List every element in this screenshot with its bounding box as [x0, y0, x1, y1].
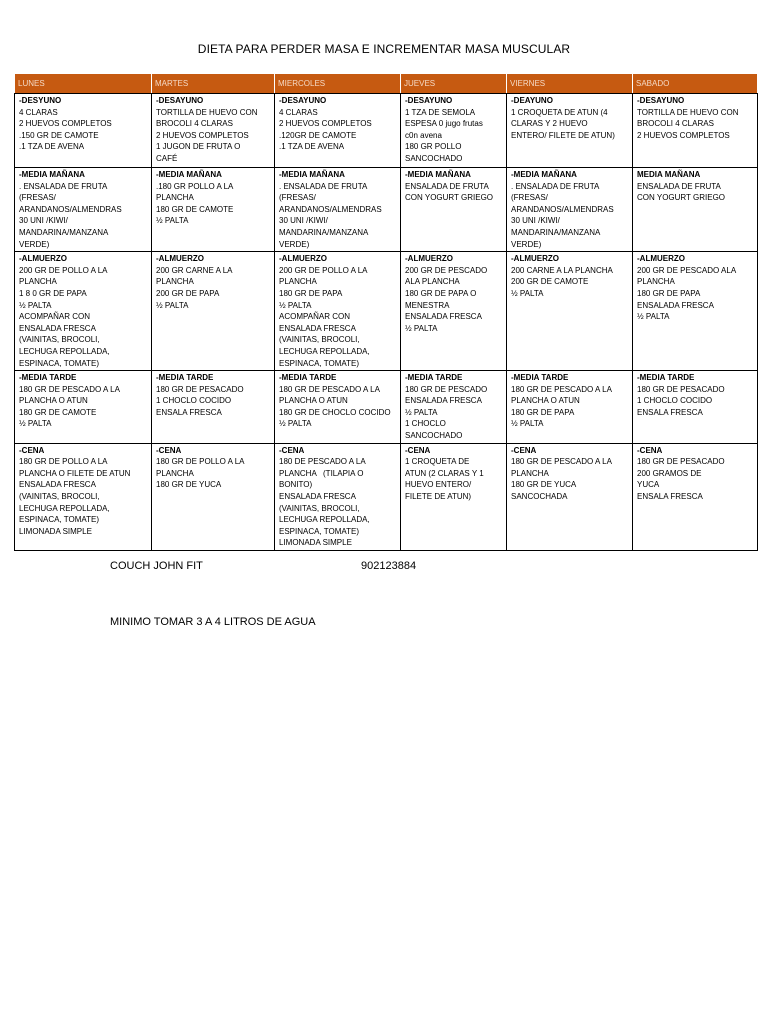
meal-item: 200 CARNE A LA PLANCHA	[511, 265, 613, 275]
meal-label: -ALMUERZO	[279, 254, 327, 264]
meal-item: (FRESAS/	[19, 193, 56, 203]
meal-item: 1 8 0 GR DE PAPA	[19, 288, 87, 298]
meal-cell-lunes-cena	[15, 443, 152, 550]
meal-label: -MEDIA MAÑANA	[19, 170, 85, 179]
meal-item: PLANCHA O FILETE DE ATUN	[19, 468, 131, 478]
meal-cell-miercoles-media-manana	[275, 168, 401, 252]
day-header-row	[15, 74, 758, 94]
meal-cell-sabado-media-manana	[633, 168, 758, 252]
meal-cell-jueves-almuerzo	[401, 252, 507, 371]
meal-item: ½ PALTA	[511, 419, 544, 429]
meal-item: ESPESA 0 jugo frutas	[405, 119, 483, 129]
meal-cell-sabado-cena	[633, 443, 758, 550]
day-header-jueves: JUEVES	[401, 74, 507, 94]
meal-item: 2 HUEVOS COMPLETOS	[156, 130, 249, 140]
meal-item: 2 HUEVOS COMPLETOS	[19, 119, 112, 129]
meal-item: ACOMPAÑAR CON	[279, 312, 350, 322]
meal-label: -DESYUNO	[19, 96, 62, 105]
meal-item: YUCA	[637, 480, 660, 490]
meal-item: PLANCHA	[156, 277, 194, 287]
meal-item: 180 GR DE CHOCLO COCIDO	[279, 407, 391, 417]
meal-item: PLANCHA	[279, 277, 317, 287]
meal-item: MANDARINA/MANZANA	[19, 227, 109, 237]
meal-item: PLANCHA O ATUN	[511, 396, 580, 406]
meal-item: PLANCHA	[637, 277, 675, 287]
meal-item: . ENSALADA DE FRUTA	[511, 181, 600, 191]
meal-item: 1 CROQUETA DE	[405, 457, 470, 467]
meal-item: TORTILLA DE HUEVO CON	[156, 107, 258, 117]
meal-item: SANCOCHADO	[405, 153, 463, 163]
meal-item: ½ PALTA	[405, 407, 438, 417]
meal-label: -MEDIA TARDE	[405, 373, 463, 383]
meal-item: 180 GR DE POLLO A LA	[19, 457, 108, 467]
meal-item: ENSALADA DE FRUTA	[405, 181, 489, 191]
meal-item: ENSALA FRESCA	[637, 492, 703, 502]
meal-item: (VAINITAS, BROCOLI,	[19, 492, 100, 502]
meal-cell-sabado-almuerzo	[633, 252, 758, 371]
meal-item: MANDARINA/MANZANA	[511, 227, 601, 237]
meal-label: -DESAYUNO	[156, 96, 204, 105]
meal-label: -DESAYUNO	[279, 96, 327, 105]
meal-cell-jueves-cena	[401, 443, 507, 550]
meal-item: ENSALADA FRESCA	[279, 492, 356, 502]
meal-item: BROCOLI 4 CLARAS	[637, 119, 714, 129]
meal-item: 30 UNI /KIWI/	[511, 216, 560, 226]
meal-row-cena	[15, 443, 758, 550]
meal-row-desayuno	[15, 94, 758, 168]
meal-item: LIMONADA SIMPLE	[19, 526, 92, 536]
meal-item: 180 GR DE YUCA	[156, 480, 222, 490]
meal-item: FILETE DE ATUN)	[405, 492, 472, 502]
meal-item: (VAINITAS, BROCOLI,	[279, 335, 360, 345]
meal-item: (VAINITAS, BROCOLI,	[279, 503, 360, 513]
day-header-lunes: LUNES	[15, 74, 152, 94]
meal-label: -ALMUERZO	[637, 254, 685, 264]
meal-item: VERDE)	[511, 239, 542, 249]
meal-cell-viernes-media-tarde	[507, 371, 633, 444]
meal-item: ENSALADA FRESCA	[19, 323, 96, 333]
meal-item: .1 TZA DE AVENA	[19, 142, 85, 152]
meal-label: -ALMUERZO	[156, 254, 204, 264]
meal-item: 2 HUEVOS COMPLETOS	[637, 130, 730, 140]
meal-label: -CENA	[19, 445, 45, 455]
meal-item: (VAINITAS, BROCOLI,	[19, 335, 100, 345]
meal-item: ARANDANOS/ALMENDRAS	[511, 204, 614, 214]
meal-label: -MEDIA TARDE	[511, 373, 569, 383]
meal-item: 180 GR DE POLLO A LA	[156, 457, 245, 467]
meal-item: 180 GR DE PESCADO A LA	[511, 384, 612, 394]
meal-cell-lunes-media-tarde	[15, 371, 152, 444]
meal-item: .180 GR POLLO A LA	[156, 181, 234, 191]
meal-label: -DEAYUNO	[511, 96, 553, 105]
meal-item: ENSALADA FRESCA	[405, 396, 482, 406]
meal-item: ½ PALTA	[279, 300, 312, 310]
meal-item: ½ PALTA	[156, 216, 189, 226]
day-header-martes: MARTES	[152, 74, 275, 94]
meal-cell-jueves-media-tarde	[401, 371, 507, 444]
meal-label: -MEDIA TARDE	[156, 373, 214, 383]
meal-label: -MEDIA MAÑANA	[511, 170, 577, 179]
meal-cell-martes-media-manana	[152, 168, 275, 252]
meal-item: 180 GR DE PESCADO A LA	[279, 384, 380, 394]
meal-cell-viernes-cena	[507, 443, 633, 550]
meal-item: 180 GR DE PAPA	[279, 288, 343, 298]
meal-item: ENSALA FRESCA	[156, 407, 222, 417]
meal-label: -CENA	[279, 445, 305, 455]
meal-item: BONITO)	[279, 480, 313, 490]
meal-cell-sabado-desayuno	[633, 94, 758, 168]
meal-item: ENSALADA FRESCA	[405, 312, 482, 322]
meal-label: -ALMUERZO	[405, 254, 453, 264]
meal-item: LECHUGA REPOLLADA,	[279, 515, 370, 525]
meal-item: MENESTRA	[405, 300, 450, 310]
meal-item: .1 TZA DE AVENA	[279, 142, 345, 152]
coach-name: COUCH JOHN FIT	[110, 560, 203, 572]
meal-item: ESPINACA, TOMATE)	[279, 526, 360, 536]
meal-item: (FRESAS/	[511, 193, 548, 203]
meal-item: SANCOCHADO	[405, 431, 463, 441]
meal-item: 200 GR CARNE A LA	[156, 265, 233, 275]
meal-item: HUEVO ENTERO/	[405, 480, 472, 490]
meal-item: ½ PALTA	[156, 300, 189, 310]
meal-row-almuerzo	[15, 252, 758, 371]
page-title: DIETA PARA PERDER MASA E INCREMENTAR MASA MUSCULAR	[197, 42, 571, 56]
meal-item: 180 DE PESCADO A LA	[279, 457, 366, 467]
meal-item: ½ PALTA	[511, 288, 544, 298]
meal-cell-lunes-almuerzo	[15, 252, 152, 371]
meal-item: VERDE)	[279, 239, 310, 249]
meal-label: -MEDIA MAÑANA	[279, 170, 345, 179]
water-note: MINIMO TOMAR 3 A 4 LITROS DE AGUA	[110, 616, 316, 628]
meal-item: 180 GR DE PESCADO	[405, 384, 488, 394]
meal-item: SANCOCHADA	[511, 492, 568, 502]
meal-item: PLANCHA	[19, 277, 57, 287]
meal-cell-miercoles-cena	[275, 443, 401, 550]
meal-item: ENSALADA FRESCA	[279, 323, 356, 333]
meal-cell-miercoles-desayuno	[275, 94, 401, 168]
meal-item: ½ PALTA	[19, 419, 52, 429]
meal-cell-jueves-media-manana	[401, 168, 507, 252]
meal-item: ½ PALTA	[637, 312, 670, 322]
meal-cell-miercoles-media-tarde	[275, 371, 401, 444]
meal-label: -ALMUERZO	[19, 254, 67, 264]
meal-item: LECHUGA REPOLLADA,	[19, 346, 110, 356]
meal-item: (FRESAS/	[279, 193, 316, 203]
meal-label: -CENA	[511, 445, 537, 455]
meal-item: 180 GR DE PESCADO A LA	[511, 457, 612, 467]
meal-item: 30 UNI /KIWI/	[19, 216, 68, 226]
meal-row-media-tarde	[15, 371, 758, 444]
meal-cell-sabado-media-tarde	[633, 371, 758, 444]
meal-cell-martes-desayuno	[152, 94, 275, 168]
meal-item: 1 TZA DE SEMOLA	[405, 107, 476, 117]
meal-label: -MEDIA TARDE	[637, 373, 695, 383]
meal-item: 180 GR DE PAPA O	[405, 288, 477, 298]
meal-item: ESPINACA, TOMATE)	[19, 358, 100, 368]
meal-item: CON YOGURT GRIEGO	[637, 193, 726, 203]
meal-item: LIMONADA SIMPLE	[279, 538, 352, 548]
meal-cell-martes-media-tarde	[152, 371, 275, 444]
meal-item: . ENSALADA DE FRUTA	[19, 181, 108, 191]
meal-item: 180 GR DE PESACADO	[637, 384, 725, 394]
meal-item: 180 GR DE PESCADO A LA	[19, 384, 120, 394]
meal-item: 30 UNI /KIWI/	[279, 216, 328, 226]
meal-item: PLANCHA O ATUN	[279, 396, 348, 406]
meal-label: -MEDIA TARDE	[19, 373, 77, 383]
meal-label: -CENA	[637, 445, 663, 455]
meal-item: 1 CHOCLO	[405, 419, 446, 429]
meal-item: ACOMPAÑAR CON	[19, 312, 90, 322]
meal-item: ARANDANOS/ALMENDRAS	[279, 204, 382, 214]
meal-item: 1 CROQUETA DE ATUN (4	[511, 107, 608, 117]
meal-item: 180 GR DE CAMOTE	[19, 407, 97, 417]
meal-item: 200 GRAMOS DE	[637, 468, 702, 478]
meal-item: 200 GR DE CAMOTE	[511, 277, 589, 287]
meal-item: PLANCHA	[156, 193, 194, 203]
meal-item: CLARAS Y 2 HUEVO	[511, 119, 588, 129]
meal-cell-martes-almuerzo	[152, 252, 275, 371]
diet-table	[14, 73, 758, 551]
meal-item: ATUN (2 CLARAS Y 1	[405, 468, 484, 478]
meal-item: 180 GR DE PAPA	[511, 407, 575, 417]
meal-label: -CENA	[405, 445, 431, 455]
meal-item: ENSALADA FRESCA	[19, 480, 96, 490]
meal-item: .150 GR DE CAMOTE	[19, 130, 99, 140]
meal-label: MEDIA MAÑANA	[637, 170, 701, 179]
meal-item: TORTILLA DE HUEVO CON	[637, 107, 739, 117]
meal-label: -MEDIA TARDE	[279, 373, 337, 383]
meal-item: MANDARINA/MANZANA	[279, 227, 369, 237]
day-header-viernes: VIERNES	[507, 74, 633, 94]
meal-cell-martes-cena	[152, 443, 275, 550]
meal-item: ENSALADA FRESCA	[637, 300, 714, 310]
day-header-miercoles: MIERCOLES	[275, 74, 401, 94]
meal-label: -CENA	[156, 445, 182, 455]
meal-item: PLANCHA O ATUN	[19, 396, 88, 406]
meal-item: ESPINACA, TOMATE)	[279, 358, 360, 368]
meal-item: BROCOLI 4 CLARAS	[156, 119, 233, 129]
meal-item: .120GR DE CAMOTE	[279, 130, 357, 140]
meal-item: 200 GR DE POLLO A LA	[19, 265, 108, 275]
meal-item: 180 GR DE PESACADO	[637, 457, 725, 467]
meal-item: PLANCHA	[156, 468, 194, 478]
meal-item: . ENSALADA DE FRUTA	[279, 181, 368, 191]
meal-label: -MEDIA MAÑANA	[405, 170, 471, 179]
meal-cell-lunes-desayuno	[15, 94, 152, 168]
meal-cell-viernes-media-manana	[507, 168, 633, 252]
meal-item: ½ PALTA	[405, 323, 438, 333]
meal-item: 1 JUGON DE FRUTA O	[156, 142, 241, 152]
meal-item: LECHUGA REPOLLADA,	[19, 503, 110, 513]
meal-item: 4 CLARAS	[19, 107, 58, 117]
meal-label: -DESAYUNO	[405, 96, 453, 105]
meal-item: 180 GR DE PESACADO	[156, 384, 244, 394]
meal-item: CAFÉ	[156, 153, 178, 163]
meal-item: 1 CHOCLO COCIDO	[637, 396, 713, 406]
meal-item: 200 GR DE PAPA	[156, 288, 220, 298]
meal-item: ENTERO/ FILETE DE ATUN)	[511, 130, 615, 140]
meal-item: ARANDANOS/ALMENDRAS	[19, 204, 122, 214]
meal-item: c0n avena	[405, 130, 442, 140]
meal-item: LECHUGA REPOLLADA,	[279, 346, 370, 356]
meal-label: -DESAYUNO	[637, 96, 685, 105]
day-header-sabado: SABADO	[633, 74, 758, 94]
meal-item: 180 GR DE PAPA	[637, 288, 701, 298]
meal-item: 1 CHOCLO COCIDO	[156, 396, 232, 406]
meal-item: 2 HUEVOS COMPLETOS	[279, 119, 372, 129]
meal-item: ENSALA FRESCA	[637, 407, 703, 417]
meal-cell-jueves-desayuno	[401, 94, 507, 168]
meal-cell-viernes-desayuno	[507, 94, 633, 168]
meal-item: CON YOGURT GRIEGO	[405, 193, 494, 203]
meal-item: 200 GR DE POLLO A LA	[279, 265, 368, 275]
meal-row-media-manana	[15, 168, 758, 252]
meal-item: VERDE)	[19, 239, 50, 249]
meal-cell-viernes-almuerzo	[507, 252, 633, 371]
meal-item: 180 GR POLLO	[405, 142, 462, 152]
meal-cell-miercoles-almuerzo	[275, 252, 401, 371]
meal-item: 180 GR DE YUCA	[511, 480, 577, 490]
meal-item: PLANCHA	[511, 468, 549, 478]
meal-label: -MEDIA MAÑANA	[156, 170, 222, 179]
meal-item: ½ PALTA	[19, 300, 52, 310]
meal-item: 4 CLARAS	[279, 107, 318, 117]
meal-item: ALA PLANCHA	[405, 277, 460, 287]
meal-cell-lunes-media-manana	[15, 168, 152, 252]
meal-item: PLANCHA (TILAPIA O	[279, 468, 364, 478]
meal-item: ½ PALTA	[279, 419, 312, 429]
meal-item: ESPINACA, TOMATE)	[19, 515, 100, 525]
coach-phone: 902123884	[361, 560, 417, 572]
meal-item: ENSALADA DE FRUTA	[637, 181, 721, 191]
diet-table-body	[15, 94, 758, 551]
meal-label: -ALMUERZO	[511, 254, 559, 264]
meal-item: 200 GR DE PESCADO ALA	[637, 265, 737, 275]
meal-item: 200 GR DE PESCADO	[405, 265, 488, 275]
meal-item: 180 GR DE CAMOTE	[156, 204, 234, 214]
